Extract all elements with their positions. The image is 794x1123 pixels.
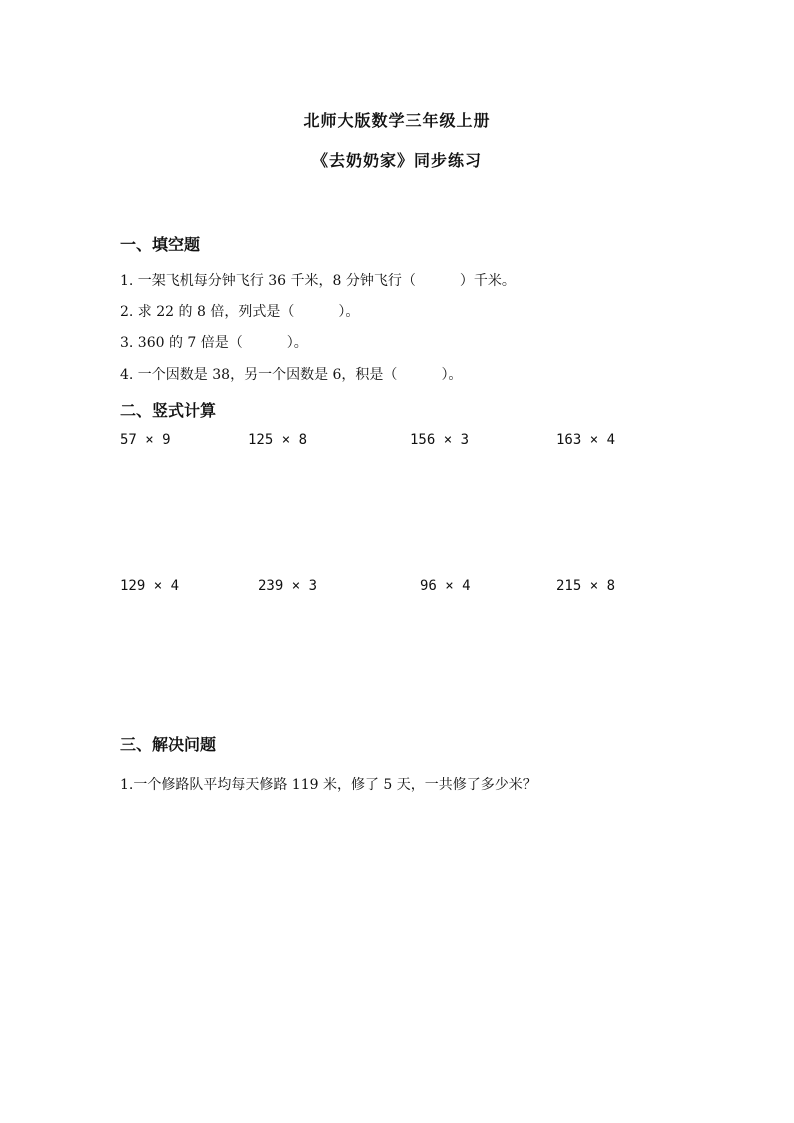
calc-item-8: 215 × 8 [556, 578, 616, 594]
fill-question-2-tail: ）。 [338, 304, 360, 320]
section-heading-vertical-calc: 二、竖式计算 [120, 401, 217, 420]
worksheet-subtitle: 《去奶奶家》同步练习 [311, 151, 482, 170]
worksheet-title: 北师大版数学三年级上册 [303, 111, 491, 130]
fill-question-4-tail: ）。 [441, 367, 463, 383]
fill-question-3 [120, 332, 308, 352]
fill-question-1-text: 1. 一架飞机每分钟飞行 36 千米，8 分钟飞行（ [120, 273, 416, 289]
fill-question-4 [120, 364, 462, 384]
fill-question-3-text: 3. 360 的 7 倍是（ [120, 335, 243, 351]
word-problem-1: 1.一个修路队平均每天修路 119 米，修了 5 天，一共修了多少米？ [120, 777, 537, 793]
calc-item-5: 129 × 4 [120, 578, 180, 594]
fill-question-1 [120, 270, 516, 290]
calc-item-7: 96 × 4 [420, 578, 471, 594]
fill-question-4-text: 4. 一个因数是 38，另一个因数是 6，积是（ [120, 367, 398, 383]
fill-question-2 [120, 301, 359, 321]
fill-question-2-text: 2. 求 22 的 8 倍，列式是（ [120, 304, 295, 320]
calc-item-6: 239 × 3 [258, 578, 318, 594]
calc-item-4: 163 × 4 [556, 432, 616, 448]
calc-item-1: 57 × 9 [120, 432, 171, 448]
section-heading-fill-blank: 一、填空题 [120, 235, 201, 254]
fill-question-1-tail: ）千米。 [459, 273, 516, 289]
calc-item-3: 156 × 3 [410, 432, 470, 448]
fill-question-3-tail: ）。 [286, 335, 308, 351]
section-heading-word-problem: 三、解决问题 [120, 735, 217, 754]
calc-item-2: 125 × 8 [248, 432, 308, 448]
